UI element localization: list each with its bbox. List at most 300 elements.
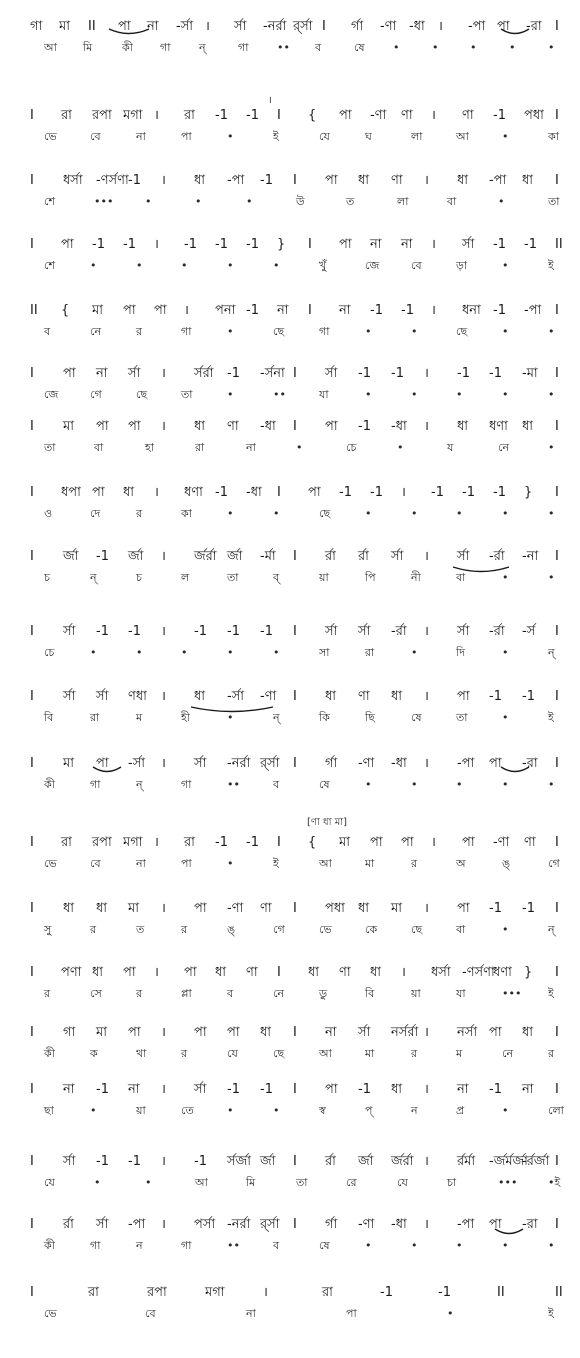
swara-note: র্সা xyxy=(63,689,76,704)
swara-note: -1 xyxy=(260,624,273,639)
swara-line xyxy=(0,484,580,502)
swara-note: -1 xyxy=(489,366,502,381)
lyric-line xyxy=(0,39,580,57)
lyric-syllable: • xyxy=(498,195,505,208)
swara-note: । xyxy=(161,419,166,434)
lyric-syllable: • xyxy=(365,388,372,401)
swara-note: ধা xyxy=(358,173,370,188)
swara-line xyxy=(0,755,580,773)
swara-note: I xyxy=(293,1217,297,1232)
lyric-syllable: •ই xyxy=(548,1176,561,1189)
lyric-syllable: ব xyxy=(227,987,234,1000)
lyric-syllable: র xyxy=(181,923,188,936)
lyric-syllable: জে xyxy=(44,388,59,401)
swara-note: ণধা xyxy=(128,689,147,704)
swara-line xyxy=(0,1153,580,1171)
swara-note: মা xyxy=(96,1025,107,1040)
swara-note: ণা xyxy=(246,965,258,980)
swara-note: । xyxy=(161,1217,166,1232)
swara-note: -নর্রা xyxy=(227,1217,251,1232)
lyric-syllable: রা xyxy=(195,441,205,454)
lyric-syllable: পা xyxy=(346,1307,357,1320)
swara-note: -রা xyxy=(522,1217,538,1232)
swara-note: ধা xyxy=(215,965,227,980)
swara-note: পণা xyxy=(61,965,82,980)
swara-note: র্সা xyxy=(457,624,470,639)
swara-note: মা xyxy=(128,901,139,916)
swara-note: নর্সা xyxy=(457,1025,478,1040)
lyric-syllable: ছি xyxy=(365,711,375,724)
swara-note: রা xyxy=(61,108,72,123)
lyric-syllable: তা xyxy=(296,1176,308,1189)
lyric-syllable: • xyxy=(411,778,418,791)
lyric-syllable: তা xyxy=(227,571,239,584)
lyric-syllable: পি xyxy=(365,571,376,584)
swara-note: I xyxy=(555,19,559,34)
lyric-syllable: প্র xyxy=(456,1104,465,1117)
swara-note: পা xyxy=(325,173,338,188)
swara-note: ধা xyxy=(325,689,337,704)
lyric-syllable: • xyxy=(227,711,234,724)
lyric-syllable: ঘ xyxy=(365,130,372,143)
lyric-syllable: • xyxy=(548,571,555,584)
swara-note: -1 xyxy=(184,237,197,252)
swara-note: পা xyxy=(339,108,352,123)
swara-note: -1 xyxy=(215,108,228,123)
swara-note: -1 xyxy=(370,303,383,318)
swara-note: । xyxy=(263,1285,268,1300)
swara-note: পা xyxy=(63,366,76,381)
lyric-syllable: • xyxy=(411,507,418,520)
lyric-syllable: যা xyxy=(319,388,329,401)
swara-note: -1 xyxy=(457,366,470,381)
swara-note: না xyxy=(522,1082,534,1097)
lyric-syllable: ড়া xyxy=(456,259,468,272)
lyric-syllable: গা xyxy=(238,41,249,54)
tick-mark: । xyxy=(268,95,272,106)
swara-note: পধা xyxy=(524,108,544,123)
swara-note: রপা xyxy=(147,1285,167,1300)
swara-note: ণা xyxy=(391,173,403,188)
swara-note: । xyxy=(424,173,429,188)
swara-note: না xyxy=(325,1025,337,1040)
lyric-syllable: মা xyxy=(365,857,375,870)
swara-note: I xyxy=(555,1154,559,1169)
lyric-syllable: জে xyxy=(365,259,380,272)
swara-note: ধা xyxy=(92,965,104,980)
lyric-syllable: ডু xyxy=(319,987,328,1000)
swara-note: I xyxy=(555,303,559,318)
lyric-syllable: ষে xyxy=(319,778,330,791)
swara-note: -ণর্সণা xyxy=(96,173,129,188)
lyric-syllable: ছে xyxy=(319,507,331,520)
lyric-syllable: • xyxy=(548,441,555,454)
swara-note: I xyxy=(293,1154,297,1169)
lyric-line xyxy=(0,323,580,341)
swara-note: র্জর্রা xyxy=(194,549,217,564)
lyric-syllable: • xyxy=(502,923,509,936)
lyric-syllable: প্ xyxy=(365,1104,373,1117)
swara-note: পা xyxy=(194,1025,207,1040)
lyric-syllable: দি xyxy=(456,646,465,659)
swara-note: পা xyxy=(325,1082,338,1097)
lyric-syllable: যে xyxy=(319,130,330,143)
lyric-syllable: আ xyxy=(44,41,57,54)
swara-note: পা xyxy=(96,756,109,771)
swara-note: -মা xyxy=(522,366,538,381)
swara-note: । xyxy=(424,1154,429,1169)
lyric-syllable: • xyxy=(145,195,152,208)
swara-note: । xyxy=(161,549,166,564)
swara-line xyxy=(0,107,580,125)
swara-note: র্সর্জা xyxy=(227,1154,251,1169)
swara-note: -1 xyxy=(96,1082,109,1097)
lyric-syllable: আ xyxy=(195,1176,208,1189)
lyric-syllable: • xyxy=(502,1239,509,1252)
lyric-line xyxy=(0,1305,580,1323)
lyric-syllable: আ xyxy=(319,857,332,870)
swara-note: -1 xyxy=(246,237,259,252)
lyric-syllable: র xyxy=(44,987,51,1000)
lyric-syllable: বে xyxy=(90,857,101,870)
lyric-syllable: • xyxy=(90,646,97,659)
lyric-syllable: চ xyxy=(44,571,50,584)
lyric-syllable: • xyxy=(502,259,509,272)
swara-note: পা xyxy=(184,965,197,980)
lyric-syllable: র xyxy=(411,1047,418,1060)
lyric-syllable: • xyxy=(502,325,509,338)
swara-note: ধা xyxy=(370,965,382,980)
swara-note: -1 xyxy=(358,419,371,434)
lyric-syllable: গে xyxy=(90,388,102,401)
swara-note: র্রর্মা xyxy=(457,1154,476,1169)
swara-note: । xyxy=(161,173,166,188)
lyric-syllable: • xyxy=(195,195,202,208)
swara-line xyxy=(0,302,580,320)
lyric-syllable: গা xyxy=(319,325,330,338)
swara-note: I xyxy=(30,237,34,252)
lyric-syllable: কে xyxy=(365,923,378,936)
swara-note: পা xyxy=(401,835,414,850)
swara-note: না xyxy=(401,237,413,252)
lyric-syllable: যে xyxy=(227,1047,238,1060)
swara-note: -1 xyxy=(522,901,535,916)
lyric-syllable: • xyxy=(273,1104,280,1117)
lyric-syllable: না xyxy=(246,441,256,454)
swara-note: } xyxy=(524,965,533,980)
lyric-syllable: চে xyxy=(44,646,55,659)
swara-note: পা xyxy=(462,835,475,850)
swara-note: -ণর্সণা xyxy=(462,965,495,980)
lyric-syllable: ভে xyxy=(44,1307,57,1320)
swara-note: I xyxy=(277,965,281,980)
swara-note: মগা xyxy=(123,835,143,850)
swara-note: I xyxy=(555,1217,559,1232)
lyric-syllable: ব xyxy=(44,325,51,338)
swara-note: ধা xyxy=(522,173,534,188)
swara-note: II xyxy=(555,1285,563,1300)
lyric-syllable: পা xyxy=(181,130,192,143)
lyric-syllable: নী xyxy=(411,571,421,584)
swara-note: I xyxy=(30,549,34,564)
lyric-syllable: নে xyxy=(502,1047,514,1060)
lyric-syllable: গে xyxy=(548,857,560,870)
swara-note: ধর্সা xyxy=(63,173,83,188)
lyric-syllable: • xyxy=(365,1239,372,1252)
swara-note: -1 xyxy=(438,1285,451,1300)
swara-note: । xyxy=(424,1082,429,1097)
swara-note: র্সা xyxy=(325,366,338,381)
swara-note: পা xyxy=(61,237,74,252)
swara-note: পা xyxy=(325,419,338,434)
swara-note: ধা xyxy=(457,419,469,434)
swara-note: -র্সনা xyxy=(260,366,285,381)
slur-mark xyxy=(500,766,530,776)
lyric-line xyxy=(0,386,580,404)
lyric-syllable: তা xyxy=(456,711,468,724)
lyric-syllable: ছে xyxy=(273,1047,285,1060)
swara-note: পা xyxy=(118,19,131,34)
swara-note: -1 xyxy=(489,1082,502,1097)
swara-note: { xyxy=(308,108,317,123)
lyric-syllable: নে xyxy=(90,325,102,338)
swara-note: -পা xyxy=(489,173,507,188)
swara-note: -নর্রা xyxy=(263,19,287,34)
swara-note: পর্সা xyxy=(194,1217,216,1232)
lyric-syllable: বে xyxy=(90,130,101,143)
lyric-syllable: ব xyxy=(315,41,322,54)
swara-note: I xyxy=(30,965,34,980)
lyric-syllable: • xyxy=(94,1176,101,1189)
lyric-syllable: বা xyxy=(94,441,104,454)
swara-note: র্গা xyxy=(351,19,364,34)
swara-note: I xyxy=(308,237,312,252)
swara-note: । xyxy=(431,835,436,850)
swara-note: র্গা xyxy=(325,1217,338,1232)
swara-note: পা xyxy=(497,19,510,34)
swara-note: I xyxy=(30,756,34,771)
swara-note: -1 xyxy=(358,1082,371,1097)
swara-note: II xyxy=(555,237,563,252)
swara-note: রপা xyxy=(92,108,112,123)
swara-note: -পা xyxy=(227,173,245,188)
swara-note: ধণা xyxy=(184,485,203,500)
swara-note: -ধা xyxy=(409,19,425,34)
swara-note: পা xyxy=(128,419,141,434)
swara-note: ণা xyxy=(401,108,413,123)
swara-note: -রা xyxy=(522,756,538,771)
slur-mark xyxy=(108,28,150,38)
lyric-syllable: ই xyxy=(548,259,554,272)
swara-note: না xyxy=(63,1082,75,1097)
lyric-syllable: তা xyxy=(181,388,193,401)
lyric-syllable: • xyxy=(273,507,280,520)
swara-note: । xyxy=(424,756,429,771)
swara-note: পা xyxy=(92,485,105,500)
swara-note: নর্সর্রা xyxy=(391,1025,419,1040)
lyric-syllable: • xyxy=(502,646,509,659)
swara-note: র্সা xyxy=(457,549,470,564)
swara-note: র্সা xyxy=(96,1217,109,1232)
lyric-syllable: সে xyxy=(90,987,102,1000)
swara-note: পা xyxy=(339,237,352,252)
swara-note: রপা xyxy=(92,835,112,850)
swara-note: পা xyxy=(128,1025,141,1040)
swara-note: I xyxy=(30,485,34,500)
swara-note: র্সা xyxy=(128,366,141,381)
swara-note: -1 xyxy=(128,624,141,639)
lyric-syllable: দে xyxy=(90,507,101,520)
swara-note: I xyxy=(308,303,312,318)
swara-note: র্সা xyxy=(96,689,109,704)
swara-note: রা xyxy=(61,835,72,850)
swara-note: -ণা xyxy=(380,19,397,34)
swara-note: পা xyxy=(194,901,207,916)
swara-note: -র্মা xyxy=(260,549,276,564)
lyric-syllable: বে xyxy=(411,259,422,272)
swara-note: গা xyxy=(63,1025,76,1040)
swara-note: ণা xyxy=(462,108,474,123)
lyric-syllable: থা xyxy=(136,1047,147,1060)
swara-note: -1 xyxy=(493,237,506,252)
swara-note: । xyxy=(424,689,429,704)
swara-note: -ধা xyxy=(391,1217,407,1232)
swara-note: র্জা xyxy=(128,549,144,564)
lyric-syllable: • xyxy=(411,388,418,401)
swara-note: র্সা xyxy=(63,1154,76,1169)
lyric-syllable: য়া xyxy=(411,987,421,1000)
lyric-syllable: ন্ xyxy=(136,778,143,791)
lyric-syllable: চা xyxy=(447,1176,457,1189)
swara-note: } xyxy=(524,485,533,500)
swara-note: I xyxy=(30,901,34,916)
swara-note: মা xyxy=(63,756,74,771)
swara-note: I xyxy=(30,173,34,188)
swara-note: পা xyxy=(489,1025,502,1040)
swara-note: -ণা xyxy=(370,108,387,123)
swara-note: II xyxy=(497,1285,505,1300)
swara-note: I xyxy=(293,756,297,771)
lyric-syllable: উ xyxy=(296,195,305,208)
lyric-syllable: ল xyxy=(181,571,190,584)
lyric-line xyxy=(0,1237,580,1255)
lyric-syllable: ব xyxy=(273,1239,280,1252)
swara-note: I xyxy=(555,419,559,434)
swara-note: পা xyxy=(154,303,167,318)
swara-line xyxy=(0,236,580,254)
lyric-syllable: • xyxy=(181,259,188,272)
lyric-syllable: তে xyxy=(181,1104,194,1117)
lyric-syllable: • xyxy=(145,1176,152,1189)
lyric-syllable: • xyxy=(548,778,555,791)
swara-note: I xyxy=(293,901,297,916)
swara-note: পা xyxy=(457,689,470,704)
lyric-syllable: • xyxy=(456,778,463,791)
swara-note: মা xyxy=(63,419,74,434)
swara-note: -1 xyxy=(358,366,371,381)
swara-line xyxy=(0,1284,580,1302)
lyric-syllable: ত xyxy=(346,195,355,208)
lyric-syllable: যা xyxy=(456,987,466,1000)
lyric-syllable: ই xyxy=(273,130,279,143)
swara-note: -1 xyxy=(493,303,506,318)
swara-line xyxy=(0,964,580,982)
swara-note: -1 xyxy=(227,1082,240,1097)
swara-note: I xyxy=(555,485,559,500)
swara-note: রা xyxy=(184,108,195,123)
swara-note: । xyxy=(161,901,166,916)
lyric-syllable: কী xyxy=(44,1047,55,1060)
lyric-syllable: ত xyxy=(136,923,145,936)
lyric-syllable: • xyxy=(502,388,509,401)
swara-note: র্গা xyxy=(325,756,338,771)
swara-line xyxy=(0,1081,580,1099)
swara-note: I xyxy=(30,1154,34,1169)
lyric-syllable: ই xyxy=(548,1307,554,1320)
swara-note: I xyxy=(277,108,281,123)
swara-note: -1 xyxy=(227,366,240,381)
swara-note: পা xyxy=(457,901,470,916)
swara-note: I xyxy=(555,965,559,980)
swara-note: I xyxy=(30,1025,34,1040)
lyric-syllable: • xyxy=(456,388,463,401)
swara-note: -1 xyxy=(339,485,352,500)
swara-note: । xyxy=(431,237,436,252)
lyric-syllable: নে xyxy=(498,441,510,454)
lyric-syllable: তা xyxy=(548,195,560,208)
swara-note: -ধা xyxy=(391,419,407,434)
swara-note: ধর্সা xyxy=(431,965,451,980)
lyric-syllable: ঙ্ xyxy=(502,857,511,870)
swara-note: গা xyxy=(30,19,43,34)
swara-note: রা xyxy=(322,1285,333,1300)
swara-note: পনা xyxy=(215,303,236,318)
lyric-syllable: • xyxy=(456,1239,463,1252)
lyric-syllable: যে xyxy=(44,1176,55,1189)
lyric-line xyxy=(0,644,580,662)
swara-note: ণা xyxy=(227,419,239,434)
swara-note: পধা xyxy=(325,901,345,916)
swara-note: -1 xyxy=(246,108,259,123)
swara-note: I xyxy=(30,419,34,434)
swara-note: -1 xyxy=(92,237,105,252)
swara-note: । xyxy=(205,19,210,34)
lyric-syllable: ঙ্ xyxy=(227,923,236,936)
swara-note: । xyxy=(154,835,159,850)
swara-note: র্জর্রা xyxy=(391,1154,414,1169)
slur-mark xyxy=(92,766,122,776)
lyric-syllable: • xyxy=(136,259,143,272)
lyric-syllable: কী xyxy=(44,778,55,791)
swara-note: ধা xyxy=(123,485,135,500)
lyric-syllable: বা xyxy=(447,195,457,208)
swara-note: I xyxy=(293,689,297,704)
lyric-syllable: লো xyxy=(548,1104,564,1117)
lyric-syllable: গা xyxy=(181,325,192,338)
swara-note: I xyxy=(293,1025,297,1040)
swara-note: র্সা xyxy=(194,1082,207,1097)
swara-note: র্রা xyxy=(325,549,336,564)
swara-note: -র্সা xyxy=(128,756,146,771)
lyric-syllable: র xyxy=(411,857,418,870)
swara-note: । xyxy=(161,756,166,771)
swara-note: -1 xyxy=(522,689,535,704)
swara-note: -র্রা xyxy=(391,624,407,639)
lyric-syllable: র xyxy=(548,1047,555,1060)
swara-note: -র্রর্জা xyxy=(522,1154,550,1169)
swara-note: -1 xyxy=(431,485,444,500)
lyric-syllable: খুঁ xyxy=(319,259,327,272)
